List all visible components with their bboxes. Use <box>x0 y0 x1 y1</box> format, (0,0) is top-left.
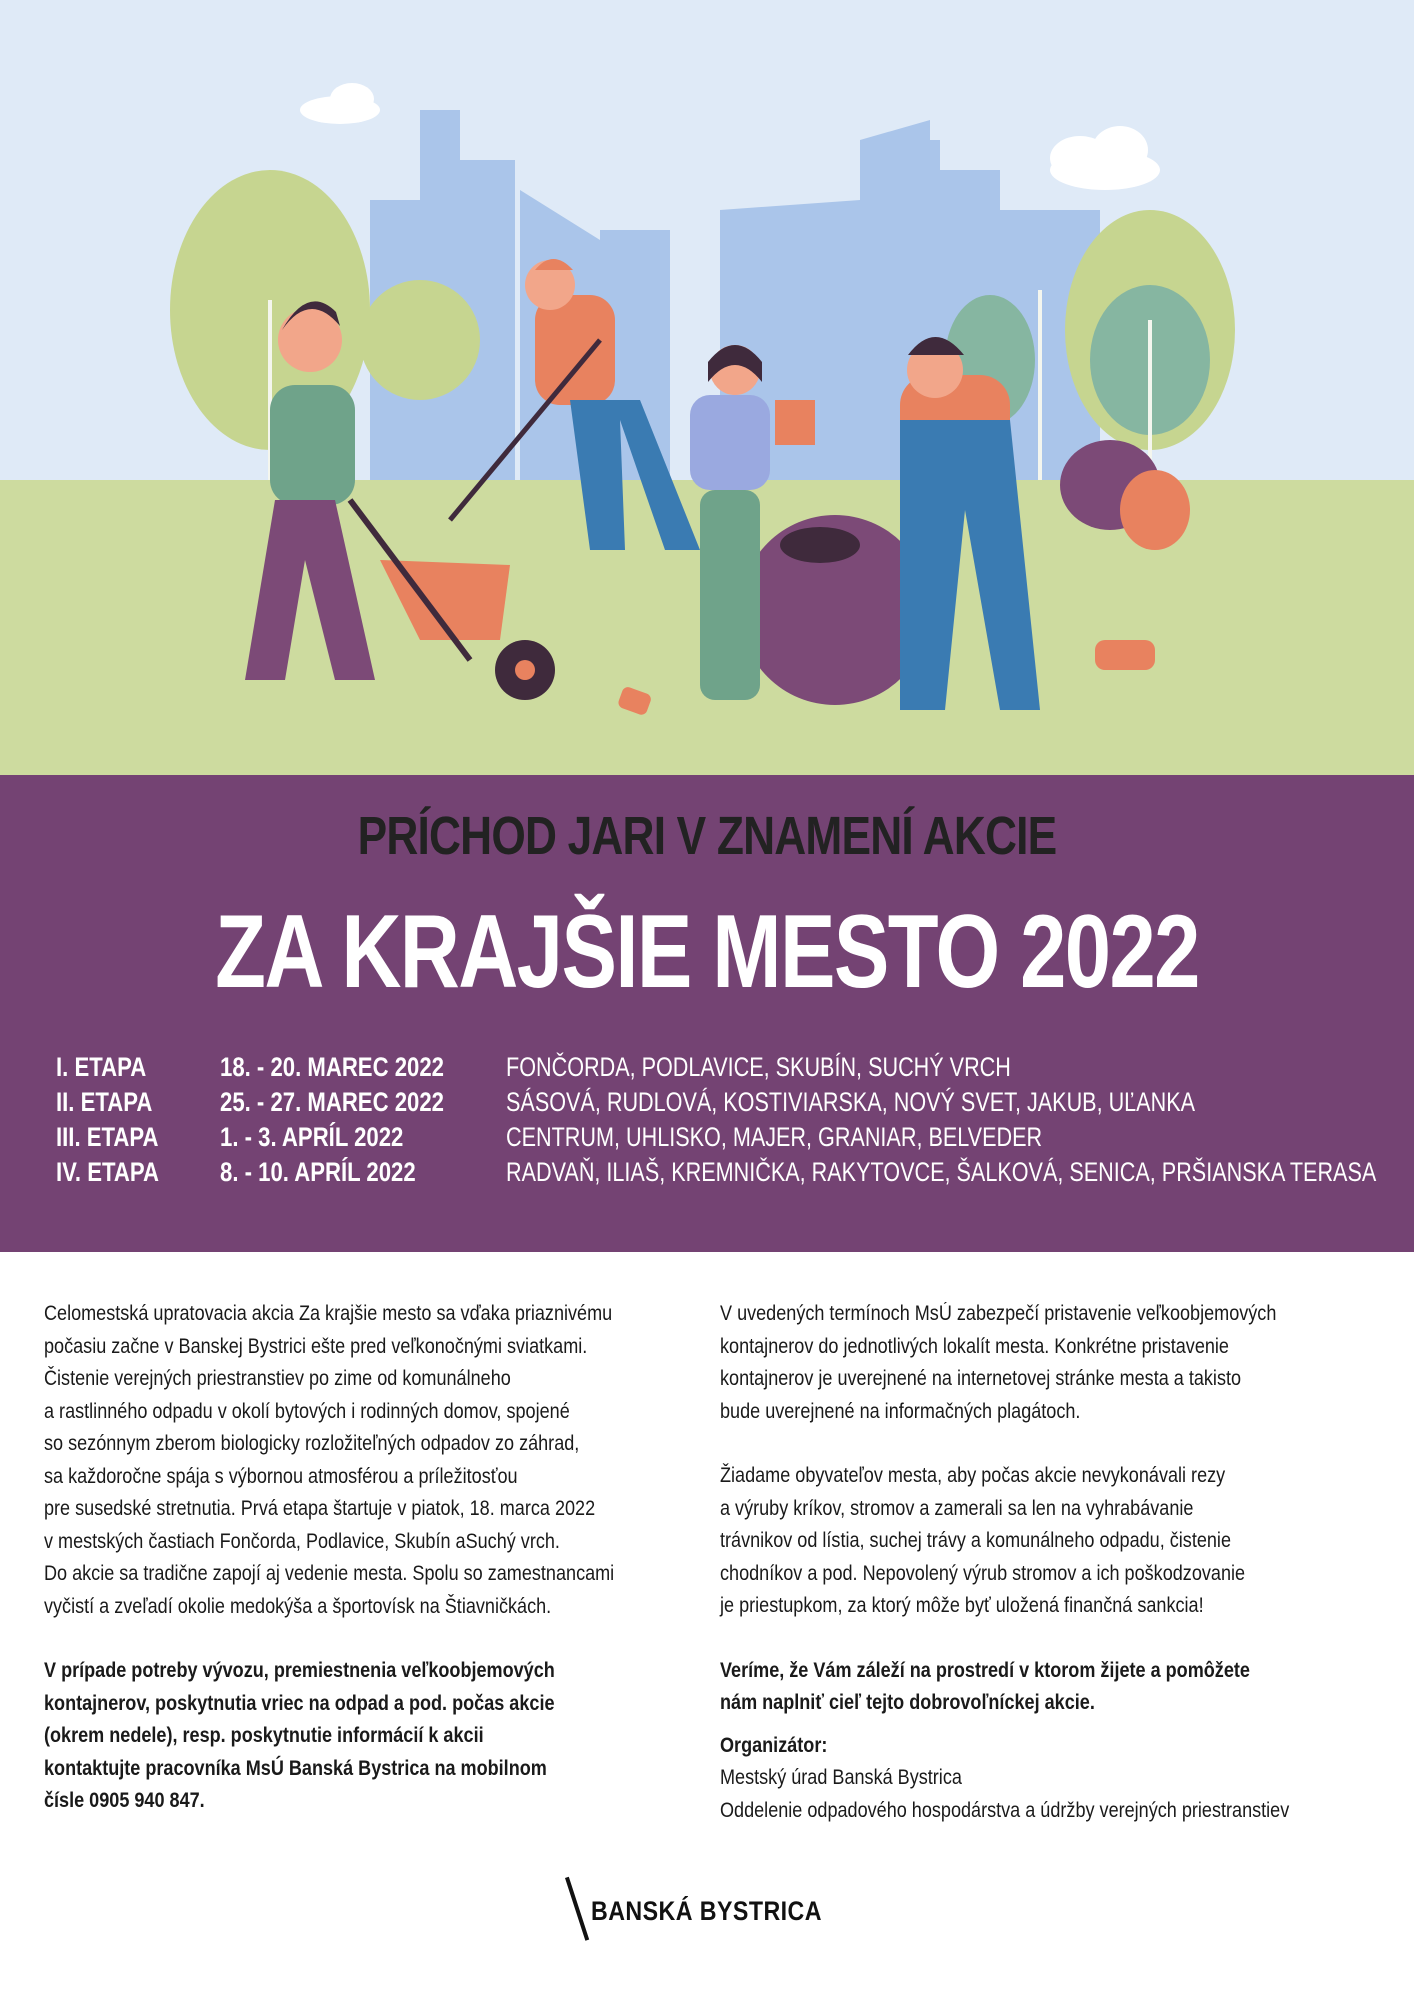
stage-places: FONČORDA, PODLAVICE, SKUBÍN, SUCHÝ VRCH <box>506 1052 1011 1082</box>
stage-row <box>56 1087 1396 1122</box>
body-line: chodníkov a pod. Nepovolený výrub stromov a ich poškodzovanie <box>720 1561 1246 1585</box>
stage-schedule <box>56 1052 1396 1192</box>
logo-text: BANSKÁ BYSTRICA <box>591 1896 822 1926</box>
stage-places: CENTRUM, UHLISKO, MAJER, GRANIAR, BELVEDER <box>506 1122 1043 1152</box>
appeal-line: nám naplniť cieľ tejto dobrovoľníckej akcie. <box>720 1691 1095 1714</box>
logo-slash-icon <box>565 1877 589 1941</box>
body-line: sa každoročne spája s výbornou atmosférou a príležitosťou <box>44 1464 518 1488</box>
body-line: pre susedské stretnutia. Prvá etapa štartuje v piatok, 18. marca 2022 <box>44 1497 596 1520</box>
right-column <box>720 1298 1380 1827</box>
cleanup-illustration <box>0 0 1414 775</box>
contact-line: kontaktujte pracovníka MsÚ Banská Bystrica na mobilnom <box>44 1756 547 1780</box>
stage-name: IV. ETAPA <box>56 1157 159 1187</box>
body-line: a výruby kríkov, stromov a zamerali sa len na vyhrabávanie <box>720 1496 1194 1520</box>
stage-places: RADVAŇ, ILIAŠ, KREMNIČKA, RAKYTOVCE, ŠALKOVÁ, SENICA, PRŠIANSKA TERASA <box>506 1157 1377 1187</box>
stage-places: SÁSOVÁ, RUDLOVÁ, KOSTIVIARSKA, NOVÝ SVET, JAKUB, UĽANKA <box>506 1087 1196 1117</box>
stage-date: 18. - 20. MAREC 2022 <box>220 1052 444 1082</box>
stage-name: III. ETAPA <box>56 1122 159 1152</box>
stage-name: I. ETAPA <box>56 1052 147 1082</box>
body-line: počasiu začne v Banskej Bystrici ešte pred veľkonočnými sviatkami. <box>44 1334 588 1358</box>
organizer-line: Oddelenie odpadového hospodárstva a údržby verejných priestranstiev <box>720 1798 1290 1822</box>
banner-subtitle: PRÍCHOD JARI V ZNAMENÍ AKCIE <box>357 806 1057 866</box>
stage-date: 1. - 3. APRÍL 2022 <box>220 1122 404 1152</box>
stage-date: 25. - 27. MAREC 2022 <box>220 1087 444 1117</box>
body-line: v mestských častiach Fončorda, Podlavice, Skubín aSuchý vrch. <box>44 1529 560 1553</box>
hero-illustration <box>0 0 1414 775</box>
stage-row <box>56 1052 1396 1087</box>
contact-line: čísle 0905 940 847. <box>44 1789 205 1812</box>
contact-line: (okrem nedele), resp. poskytnutie informácií k akcii <box>44 1724 484 1747</box>
body-line: Do akcie sa tradične zapojí aj vedenie mesta. Spolu so zamestnancami <box>44 1562 615 1585</box>
stage-row <box>56 1122 1396 1157</box>
organizer-line: Mestský úrad Banská Bystrica <box>720 1766 962 1789</box>
contact-line: V prípade potreby vývozu, premiestnenia veľkoobjemových <box>44 1659 555 1682</box>
banner-title: ZA KRAJŠIE MESTO 2022 <box>215 894 1199 1010</box>
body-line: Čistenie verejných priestranstiev po zime od komunálneho <box>44 1367 511 1390</box>
stage-name: II. ETAPA <box>56 1087 153 1117</box>
body-line: Celomestská upratovacia akcia Za krajšie mesto sa vďaka priaznivému <box>44 1302 613 1325</box>
body-line: V uvedených termínoch MsÚ zabezpečí pristavenie veľkoobjemových <box>720 1302 1277 1325</box>
left-column <box>44 1298 704 1818</box>
body-line: Žiadame obyvateľov mesta, aby počas akcie nevykonávali rezy <box>720 1464 1226 1487</box>
appeal-line: Veríme, že Vám záleží na prostredí v ktorom žijete a pomôžete <box>720 1658 1250 1682</box>
contact-line: kontajnerov, poskytnutia vriec na odpad a pod. počas akcie <box>44 1691 555 1715</box>
body-line: so sezónnym zberom biologicky rozložiteľných odpadov zo záhrad, <box>44 1432 580 1455</box>
body-line: kontajnerov do jednotlivých lokalít mesta. Konkrétne pristavenie <box>720 1334 1229 1358</box>
body-line: a rastlinného odpadu v okolí bytových i rodinných domov, spojené <box>44 1399 570 1423</box>
body-line: je priestupkom, za ktorý môže byť uložená finančná sankcia! <box>720 1594 1204 1617</box>
body-line: trávnikov od lístia, suchej trávy a komunálneho odpadu, čistenie <box>720 1529 1232 1552</box>
stage-date: 8. - 10. APRÍL 2022 <box>220 1157 416 1187</box>
organizer-label: Organizátor: <box>720 1733 828 1757</box>
body-line: vyčistí a zveľadí okolie medokýša a športovísk na Štiavničkách. <box>44 1594 552 1618</box>
body-line: kontajnerov je uverejnené na internetovej stránke mesta a takisto <box>720 1367 1242 1390</box>
body-line: bude uverejnené na informačných plagátoch. <box>720 1399 1081 1423</box>
stage-row <box>56 1157 1396 1192</box>
city-logo <box>555 1870 875 1940</box>
